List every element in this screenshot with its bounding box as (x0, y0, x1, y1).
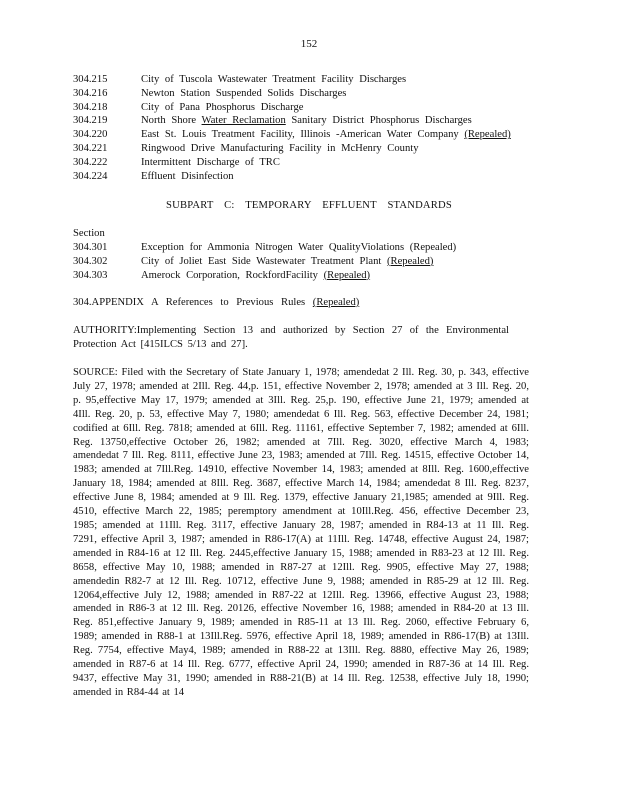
section-title: Exception for Ammonia Nitrogen Water QualityViolations (Repealed) (141, 242, 457, 253)
section-title: Amerock Corporation, RockfordFacility (Repealed) (141, 269, 371, 281)
section-title: Effluent Disinfection (141, 170, 234, 182)
authority-note: AUTHORITY:Implementing Section 13 and authorized by Section 27 of the Environmental Protection Act [415ILCS 5/13 and 27]. (73, 325, 509, 350)
section-row-304-221 (73, 142, 533, 156)
underlined-text: Water Reclamation (201, 115, 286, 127)
section-title: North Shore Water Reclamation Sanitary District Phosphorus Discharges (141, 115, 472, 127)
repealed-marker: (Repealed) (386, 255, 434, 267)
section-row-304-219 (73, 114, 533, 128)
section-number: 304.222 (73, 156, 108, 168)
section-number: 304.302 (73, 255, 108, 267)
repealed-marker: (Repealed) (323, 269, 371, 281)
section-row-304-224 (73, 170, 533, 184)
section-row-304-215 (73, 73, 533, 87)
section-number: 304.303 (73, 269, 108, 281)
section-number: 304.221 (73, 142, 108, 154)
page-number: 152 (300, 38, 318, 50)
section-number: 304.218 (73, 101, 108, 113)
subpart-heading: SUBPART C: TEMPORARY EFFLUENT STANDARDS (166, 200, 452, 211)
section-row-304-222 (73, 156, 533, 170)
section-number: 304.301 (73, 242, 108, 253)
section-number: 304.215 (73, 74, 108, 85)
section-row-304-303 (73, 269, 533, 283)
section-label: Section (73, 228, 105, 239)
section-number: 304.220 (73, 129, 108, 141)
section-row-304-218 (73, 101, 533, 115)
section-title: East St. Louis Treatment Facility, Illinois -American Water Company (Repealed) (141, 129, 511, 141)
section-title: City of Pana Phosphorus Discharge (141, 101, 304, 113)
subpart-section-list (73, 241, 533, 282)
section-number: 304.224 (73, 170, 108, 182)
section-title: Intermittent Discharge of TRC (141, 156, 280, 168)
section-title: Newton Station Suspended Solids Discharges (141, 87, 347, 99)
section-list (73, 73, 533, 183)
appendix-entry: 304.APPENDIX A References to Previous Rules (Repealed) (73, 297, 360, 308)
repealed-marker: (Repealed) (312, 297, 360, 308)
section-number: 304.219 (73, 115, 108, 127)
section-row-304-216 (73, 87, 533, 101)
section-row-304-302 (73, 255, 533, 269)
section-row-304-301 (73, 241, 533, 255)
source-note: SOURCE: Filed with the Secretary of State January 1, 1978; amendedat 2 Ill. Reg. 30, p. 343, effective July 27, 1978; amended at 2Ill. Reg. 44,p. 151, effective November 2, 1978; amended at 3 Ill. Reg. 20, p. 95,effective May 17, 1979; amended at 3Ill. Reg. 25,p. 190, effective June 21, 1979; amended at 4Ill. Reg. 20, p. 53, effective May 7, 1980; amendedat 6 Ill. Reg. 563, effective December 24, 1981; codified at 6Ill. Reg. 7818; amended at 6Ill. Reg. 11161, effective September 7, 1982; amended at 6Ill. Reg. 13750,effective October 26, 1982; amended at 7Ill. Reg. 3020, effective March 4, 1983; amendedat 7 Ill. Reg. 8111, effective June 23, 1983; amended at 7Ill. Reg. 14515, effective October 14, 1983; amended at 7Ill.Reg. 14910, effective November 14, 1983; amended at 8Ill. Reg. 1600,effective January 18, 1984; amended at 8Ill. Reg. 3687, effective March 14, 1984; amendedat 8 Ill. Reg. 8237, effective June 8, 1984; amended at 9 Ill. Reg. 1379, effective January 21,1985; amended at 9Ill. Reg. 4510, effective March 22, 1985; peremptory amendment at 10Ill.Reg. 456, effective December 23, 1985; amended at 11Ill. Reg. 3117, effective January 28, 1987; amended in R84-13 at 11 Ill. Reg. 7291, effective April 3, 1987; amended in R86-17(A) at 11Ill. Reg. 14748, effective August 24, 1987; amended in R84-16 at 12 Ill. Reg. 2445,effective January 15, 1988; amended in R83-23 at 12 Ill. Reg. 8658, effective May 10, 1988; amended in R87-27 at 12Ill. Reg. 9905, effective May 27, 1988; amendedin R82-7 at 12 Ill. Reg. 10712, effective June 9, 1988; amended in R85-29 at 12 Ill. Reg. 12064,effective July 12, 1988; amended in R87-22 at 12Ill. Reg. 13966, effective August 23, 1988; amended in R86-3 at 12 Ill. Reg. 20126, effective November 16, 1988; amended in R84-20 at 13 Ill. Reg. 851,effective January 9, 1989; amended in R85-11 at 13 Ill. Reg. 2060, effective February 6, 1989; amended in R88-1 at 13Ill.Reg. 5976, effective April 18, 1989; amended in R86-17(B) at 13Ill. Reg. 7754, effective May4, 1989; amended in R88-22 at 13Ill. Reg. 8880, effective May 26, 1989; amended in R87-6 at 14 Ill. Reg. 6777, effective April 24, 1990; amended in R87-36 at 14 Ill. Reg. 9437, effective May 31, 1990; amended in R88-21(B) at 14 Ill. Reg. 12538, effective July 18, 1990; amended in R84-44 at 14 (73, 367, 529, 698)
section-title: Ringwood Drive Manufacturing Facility in McHenry County (141, 142, 419, 154)
section-title: City of Joliet East Side Wastewater Treatment Plant (Repealed) (141, 255, 434, 267)
repealed-marker: (Repealed) (464, 129, 511, 141)
section-number: 304.216 (73, 87, 108, 99)
section-row-304-220 (73, 128, 533, 142)
section-title: City of Tuscola Wastewater Treatment Facility Discharges (141, 74, 407, 85)
